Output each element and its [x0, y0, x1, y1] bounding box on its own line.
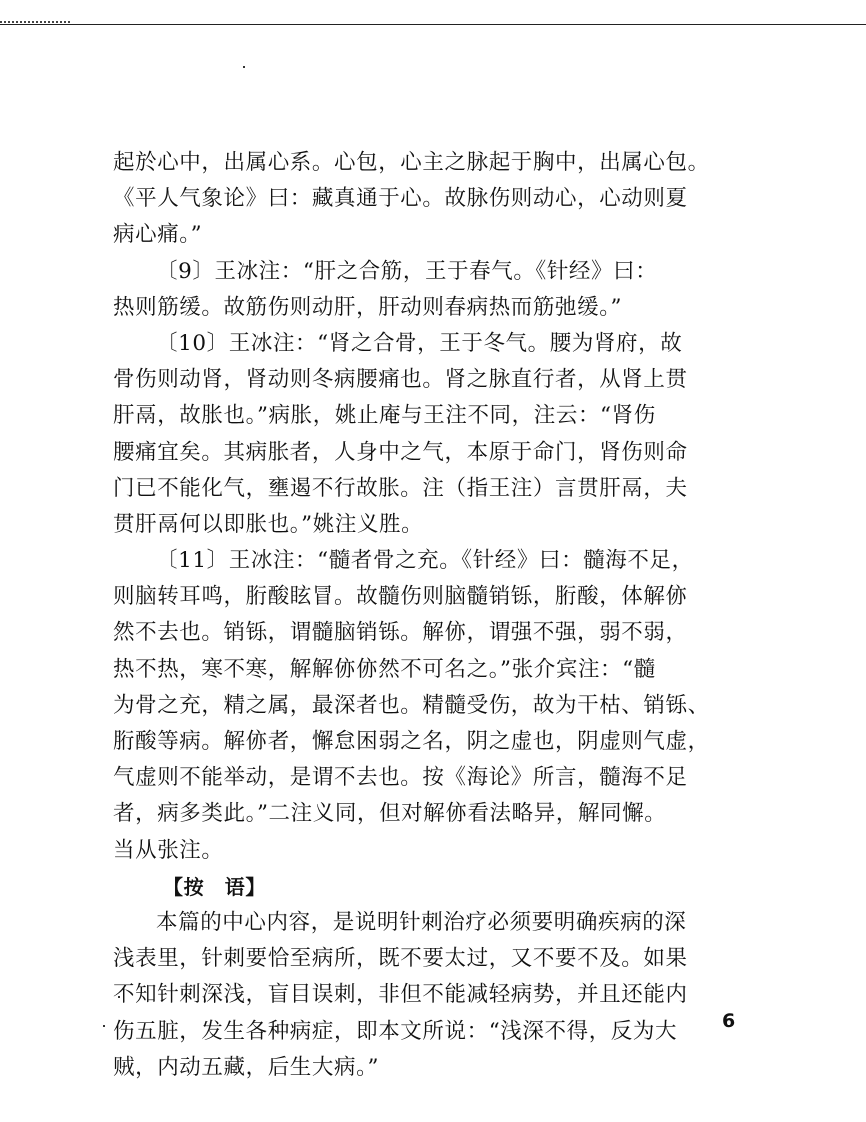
text-line: 则脑转耳鸣，胻酸眩冒。故髓伤则脑髓销铄，胻酸，体解㑊: [113, 584, 688, 610]
text-line: 贼，内动五藏，后生大病。”: [113, 1054, 380, 1080]
text-line: 起於心中，出属心系。心包，心主之脉起于胸中，出属心包。: [113, 150, 710, 175]
note-10-start: 〔10〕王冰注：“肾之合骨，王于冬气。腰为肾府，故: [156, 330, 683, 356]
text-line: 胻酸等病。解㑊者，懈怠困弱之名，阴之虚也，阴虚则气虚，: [113, 729, 710, 754]
text-line: 然不去也。销铄，谓髓脑销铄。解㑊，谓强不强，弱不弱，: [113, 620, 688, 646]
text-line: 伤五脏，发生各种病症，即本文所说：“浅深不得，反为大: [113, 1018, 678, 1044]
note-9-start: 〔9〕王冰注：“肝之合筋，王于春气。《针经》曰：: [156, 258, 658, 284]
text-line: 气虚则不能举动，是谓不去也。按《海论》所言，髓海不足: [113, 765, 688, 791]
text-line: 为骨之充，精之属，最深者也。精髓受伤，故为干枯、销铄、: [113, 692, 710, 718]
section-heading: 【按 语】: [163, 874, 266, 899]
scan-speck: [103, 1025, 105, 1027]
text-line: 《平人气象论》曰：藏真通于心。故脉伤则动心，心动则夏: [113, 186, 688, 212]
text-line: 骨伤则动肾，肾动则冬病腰痛也。肾之脉直行者，从肾上贯: [113, 367, 688, 393]
text-line: 热则筋缓。故筋伤则动肝，肝动则春病热而筋弛缓。”: [113, 294, 623, 320]
top-rule: [0, 24, 866, 25]
scan-speck: [243, 66, 245, 68]
text-line: 者，病多类此。”二注义同，但对解㑊看法略异，解同懈。: [113, 801, 667, 827]
commentary-start: 本篇的中心内容，是说明针刺治疗必须要明确疾病的深: [156, 909, 687, 935]
text-line: 当从张注。: [113, 837, 224, 863]
text-line: 贯肝鬲何以即胀也。”姚注义胜。: [113, 511, 424, 537]
body-text: [113, 145, 781, 1086]
text-line: 浅表里，针刺要恰至病所，既不要太过，又不要不及。如果: [113, 946, 688, 972]
page-number: 6: [722, 1010, 736, 1032]
text-line: 门已不能化气，壅遏不行故胀。注（指王注）言贯肝鬲，夫: [113, 475, 688, 501]
top-rule-dash: [0, 21, 70, 23]
text-line: 热不热，寒不寒，解解㑊㑊然不可名之。”张介宾注：“髓: [113, 656, 656, 682]
text-line: 病心痛。”: [113, 222, 203, 248]
text-line: 不知针刺深浅，盲目误刺，非但不能减轻病势，并且还能内: [113, 982, 688, 1008]
text-line: 肝鬲，故胀也。”病胀，姚止庵与王注不同，注云：“肾伤: [113, 403, 656, 429]
text-line: 腰痛宜矣。其病胀者，人身中之气，本原于命门，肾伤则命: [113, 439, 688, 465]
note-11-start: 〔11〕王冰注：“髓者骨之充。《针经》曰：髓海不足，: [156, 548, 694, 574]
